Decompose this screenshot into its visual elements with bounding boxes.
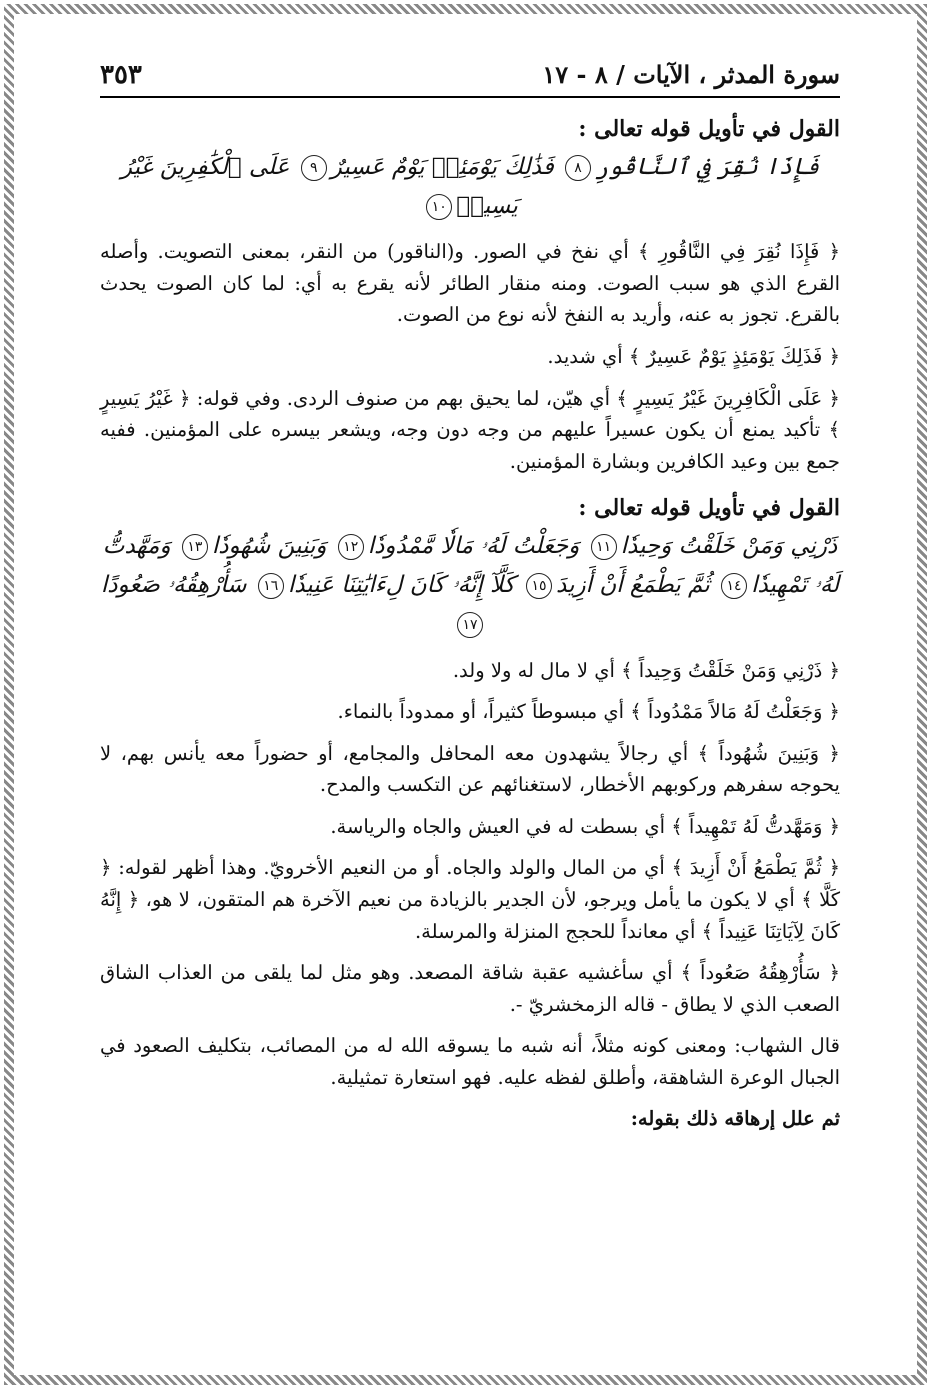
section-heading: القول في تأويل قوله تعالى :: [578, 495, 840, 522]
verse-text: عَلَى ٱلْكَٰفِرِينَ غَيْرُ يَسِيرٖ: [120, 154, 518, 220]
commentary-paragraph: ﴿ وَجَعَلْتُ لَهُ مَالاً مَمْدُوداً ﴾ أي مبسوطاً كثيراً، أو ممدوداً بالنماء.: [337, 700, 840, 724]
commentary-paragraph: قال الشهاب: ومعنى كونه مثلاً، أنه شبه ما يسوقه الله له من المصائب، بتكليف الصعود في الجبال الوعرة الشاهقة، وأطلق لفظه عليه. فهو استعارة تمثيلية.: [100, 1034, 840, 1089]
commentary-paragraph: ﴿ وَمَهَّدتُّ لَهُ تَمْهِيداً ﴾ أي بسطت له في العيش والجاه والرياسة.: [330, 814, 840, 838]
commentary-paragraph: ثم علل إرهاقه ذلك بقوله:: [630, 1107, 840, 1131]
verse-number: ١٦: [258, 573, 284, 599]
verse-text: ذَرْنِي وَمَنْ خَلَقْتُ وَحِيدٗا: [620, 533, 838, 560]
verse-text: وَمَهَّدتُّ لَهُۥ تَمْهِيدٗا: [102, 533, 840, 599]
quran-verse-block: [100, 527, 840, 644]
verse-text: فَذَٰلِكَ يَوْمَئِذٖ يَوْمٌ عَسِيرٌ: [330, 154, 554, 180]
verse-text: وَبَنِينَ شُهُودٗا: [211, 533, 327, 560]
verse-text: وَجَعَلْتُ لَهُۥ مَالٗا مَّمْدُودٗا: [367, 533, 580, 560]
commentary-paragraph: ﴿ ذَرْنِي وَمَنْ خَلَقْتُ وَحِيداً ﴾ أي لا مال له ولا ولد.: [452, 658, 840, 682]
verse-number: ١٥: [526, 573, 552, 599]
verse-number: ١٢: [338, 534, 364, 560]
commentary-paragraph: ﴿ سَأُرْهِقُهُ صَعُوداً ﴾ أي سأغشيه عقبة شاقة المصعد. وهو مثل لما يلقى من العذاب الشاق الصعب الذي لا يطاق - قاله الزمخشريّ -.: [100, 961, 841, 1016]
commentary-paragraph: ﴿ ثُمَّ يَطْمَعُ أَنْ أَزِيدَ ﴾ أي من المال والولد والجاه. أو من النعيم الأخرويّ. وهذا أظهر لقوله: ﴿ كَلَّا ﴾ أي لا يكون ما يأمل ويرجو، لأن الجدير بالزيادة من نعيم الآخرة هم المتقون، لا هو، ﴿ إِنَّهُ كَانَ لِآيَاتِنَا عَنِيداً ﴾ أي معانداً للحجج المنزلة والمرسلة.: [100, 856, 840, 943]
book-page: [100, 60, 840, 1330]
commentary-paragraph: ﴿ وَبَنِينَ شُهُوداً ﴾ أي رجالاً يشهدون معه المحافل والمجامع، أو حضوراً معه يأنس بهم، لا يحوجه سفرهم وركوبهم الأخطار، لاستغنائهم عن التكسب والمدح.: [100, 741, 840, 797]
verse-number: ١١: [591, 534, 617, 560]
verse-text: ثُمَّ يَطْمَعُ أَنْ أَزِيدَ: [556, 572, 710, 599]
verse-number: ٩: [301, 155, 327, 181]
quran-verse-block: [100, 148, 840, 226]
commentary-paragraph: ﴿ عَلَى الْكَافِرِينَ غَيْرُ يَسِيرٍ ﴾ أي هيّن، لما يحيق بهم من صنوف الردى. وفي قوله: ﴿ غَيْرُ يَسِيرٍ ﴾ تأكيد يمنع أن يكون عسيراً عليهم من وجه دون وجه، ويشعر بيسره على المؤمنين. ففيه جمع بين وعيد الكافرين وبشارة المؤمنين.: [100, 386, 840, 473]
verse-number: ١٤: [721, 573, 747, 599]
verse-text: فَإِذَا نُقِرَ فِي ٱلنَّاقُورِ: [595, 154, 820, 180]
verse-text: سَأُرْهِقُهُۥ صَعُودًا: [100, 572, 247, 599]
verse-number: ١٠: [426, 194, 452, 220]
section-heading: القول في تأويل قوله تعالى :: [578, 116, 840, 142]
page-number: ٣٥٣: [100, 60, 142, 90]
commentary-paragraph: ﴿ فَإِذَا نُقِرَ فِي النَّاقُورِ ﴾ أي نفخ في الصور. و(الناقور) من النقر، بمعنى التصويت. وأصله القرع الذي هو سبب الصوت. ومنه منقار الطائر لأنه يقرع به أي: لما كان الصوت يحدث بالقرع. تجوز به عنه، وأريد به النفخ لأنه نوع من الصوت.: [100, 240, 840, 327]
commentary-paragraph: ﴿ فَذَلِكَ يَوْمَئِذٍ يَوْمٌ عَسِيرٌ ﴾ أي شديد.: [547, 344, 840, 368]
running-title: سورة المدثر ، الآيات / ٨ - ١٧: [542, 60, 840, 89]
verse-number: ١٧: [457, 612, 483, 638]
page-header: [100, 60, 840, 98]
verse-number: ١٣: [182, 534, 208, 560]
verse-number: ٨: [565, 155, 591, 181]
verse-text: كَلَّآ إِنَّهُۥ كَانَ لِءَايَٰتِنَا عَنِيدٗا: [287, 572, 515, 599]
